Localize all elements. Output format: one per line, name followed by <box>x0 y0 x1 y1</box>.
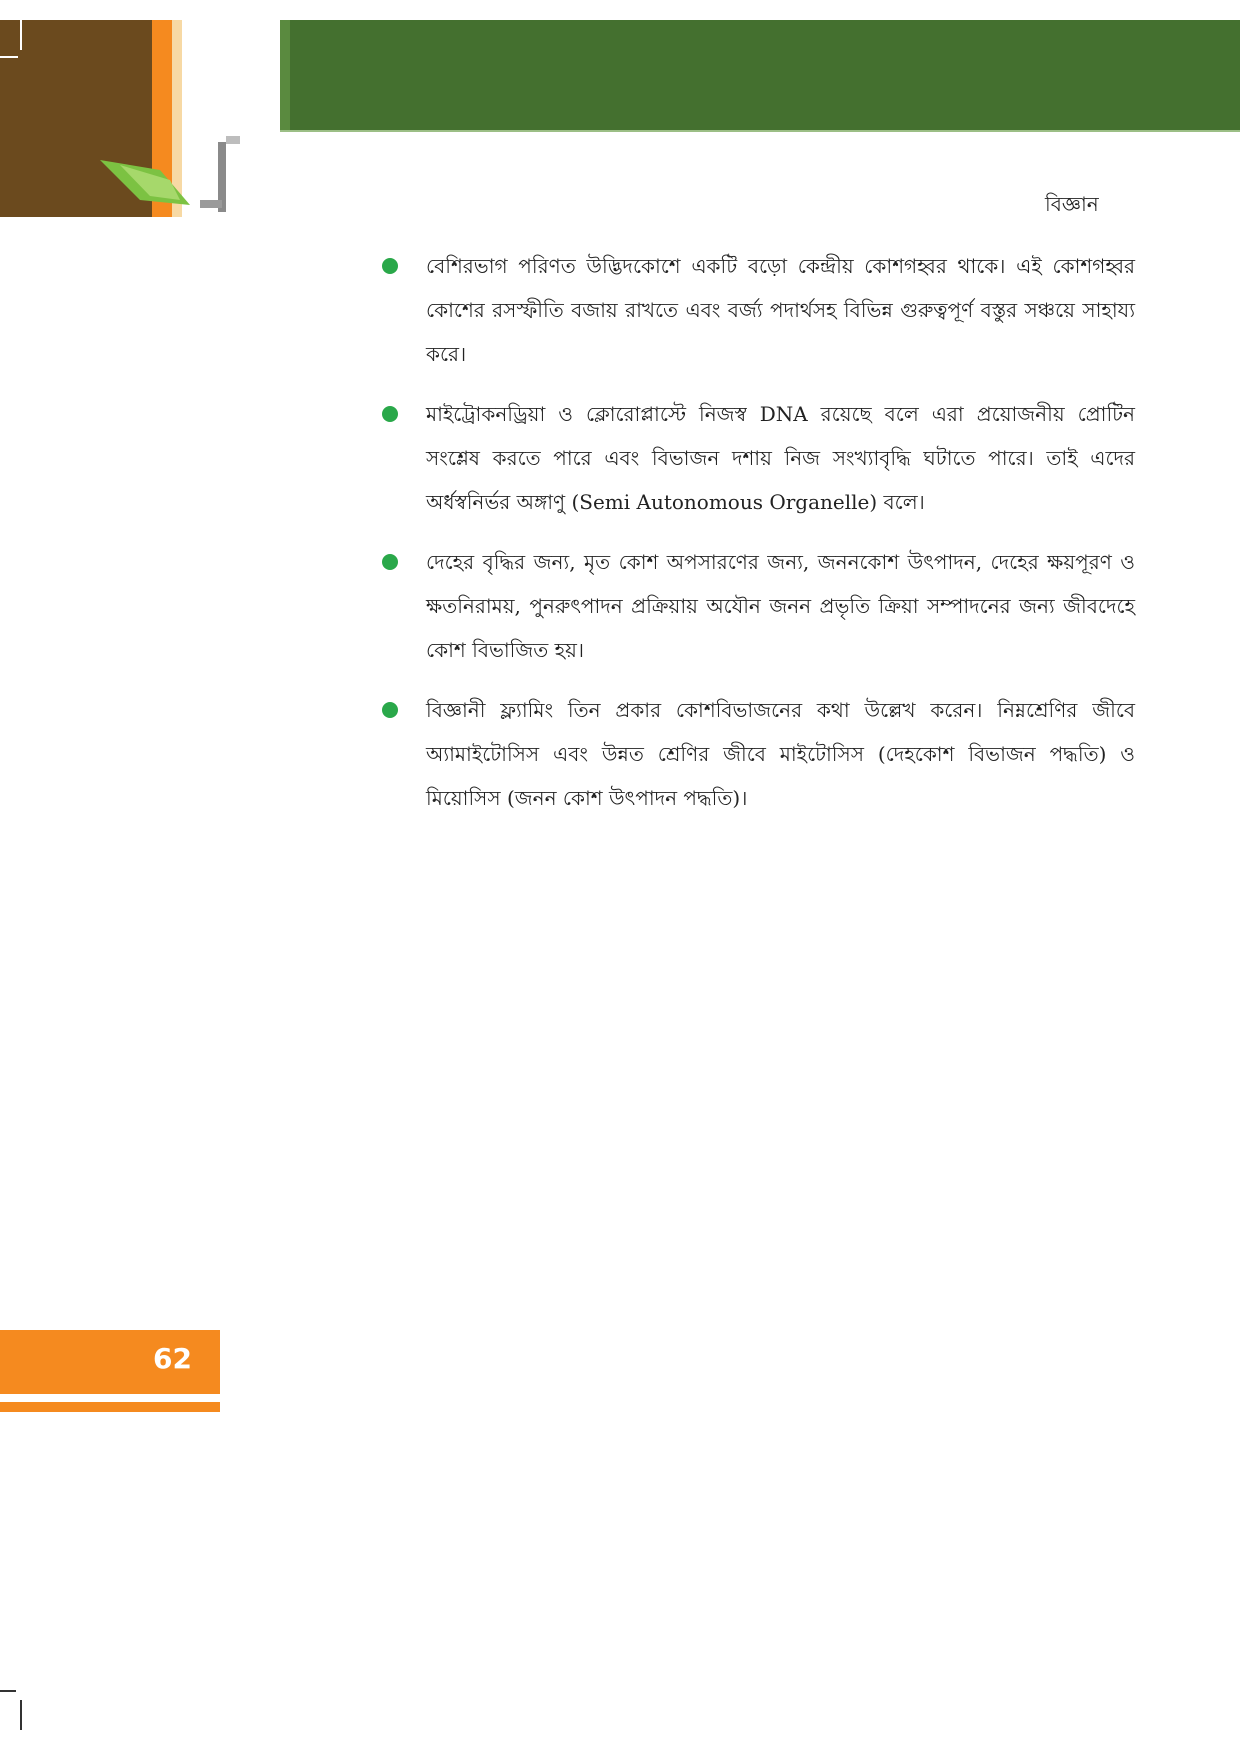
subject-title: বিজ্ঞান <box>1045 192 1099 216</box>
bullet-dot-icon <box>382 406 398 422</box>
bullet-item <box>380 540 1135 672</box>
bullet-list <box>380 244 1135 836</box>
bullet-text: মাইট্রোকনড্রিয়া ও ক্লোরোপ্লাস্টে নিজস্ব DNA রয়েছে বলে এরা প্রয়োজনীয় প্রোটিন সংশ্লেষ করতে পারে এবং বিভাজন দশায় নিজ সংখ্যাবৃদ্ধি ঘটাতে পারে। তাই এদের অর্ধস্বনির্ভর অঙ্গাণু (Semi Autonomous Organelle) বলে। <box>426 402 1135 514</box>
bullet-item <box>380 688 1135 820</box>
header-green-banner <box>280 20 1240 130</box>
crop-mark-top-left-h <box>0 56 18 58</box>
bullet-item <box>380 392 1135 524</box>
bullet-dot-icon <box>382 554 398 570</box>
sprout-icon <box>100 130 260 230</box>
page-number: 62 <box>153 1342 192 1375</box>
crop-mark-bottom-left-v <box>20 1700 22 1730</box>
header-green-edge <box>280 20 290 130</box>
page-number-badge <box>0 1330 220 1394</box>
bullet-dot-icon <box>382 702 398 718</box>
bullet-text: বিজ্ঞানী ফ্ল্যামিং তিন প্রকার কোশবিভাজনের কথা উল্লেখ করেন। নিম্নশ্রেণির জীবে অ্যামাইটোসিস এবং উন্নত শ্রেণির জীবে মাইটোসিস (দেহকোশ বিভাজন পদ্ধতি) ও মিয়োসিস (জনন কোশ উৎপাদন পদ্ধতি)। <box>426 698 1135 810</box>
crop-mark-bottom-left-h <box>0 1690 16 1692</box>
crop-mark-top-left <box>20 20 22 50</box>
header-green-rule <box>280 130 1240 132</box>
bullet-text: দেহের বৃদ্ধির জন্য, মৃত কোশ অপসারণের জন্য, জননকোশ উৎপাদন, দেহের ক্ষয়পূরণ ও ক্ষতনিরাময়, পুনরুৎপাদন প্রক্রিয়ায় অযৌন জনন প্রভৃতি ক্রিয়া সম্পাদনের জন্য জীবদেহে কোশ বিভাজিত হয়। <box>426 550 1135 662</box>
page-number-rule <box>0 1402 220 1412</box>
bullet-dot-icon <box>382 258 398 274</box>
bullet-text: বেশিরভাগ পরিণত উদ্ভিদকোশে একটি বড়ো কেন্দ্রীয় কোশগহ্বর থাকে। এই কোশগহ্বর কোশের রসস্ফীতি বজায় রাখতে এবং বর্জ্য পদার্থসহ বিভিন্ন গুরুত্বপূর্ণ বস্তুর সঞ্চয়ে সাহায্য করে। <box>426 254 1135 366</box>
bullet-item <box>380 244 1135 376</box>
